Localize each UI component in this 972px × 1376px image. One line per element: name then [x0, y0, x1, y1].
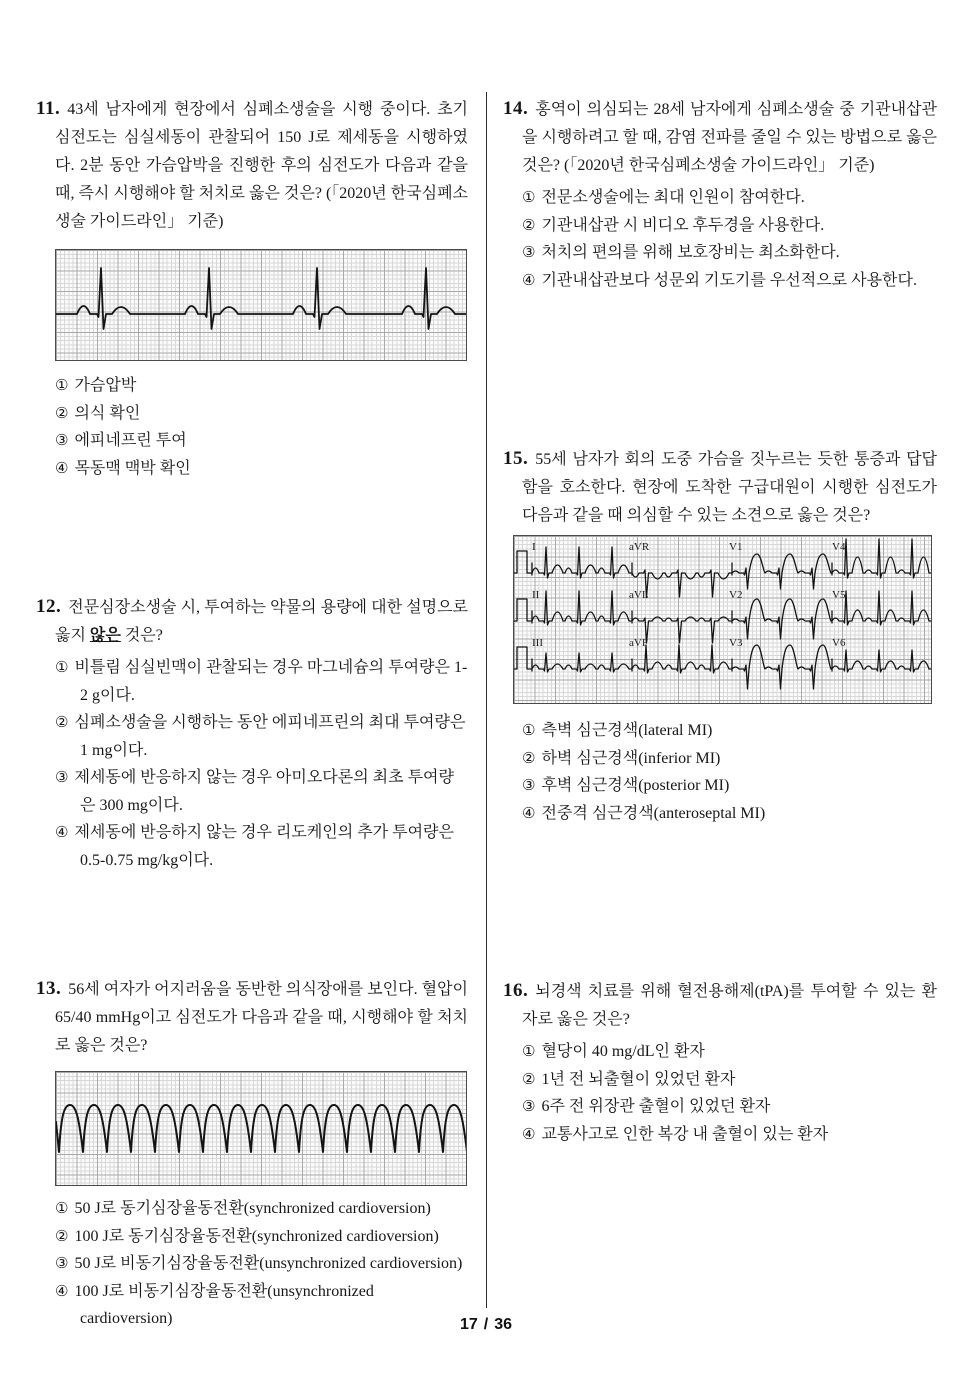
- option-marker: ②: [55, 403, 69, 422]
- lead-label-II: II: [532, 589, 540, 601]
- question-11: [36, 95, 468, 482]
- option-marker: ④: [55, 823, 69, 841]
- column-divider: [486, 92, 487, 1308]
- option-marker: ③: [522, 776, 536, 794]
- lead-label-I: I: [532, 541, 536, 553]
- option-text: 후벽 심근경색(posterior MI): [541, 777, 730, 794]
- question-15-number: 15.: [503, 448, 529, 469]
- ecg-strip-ventricular-tachycardia: [55, 1071, 467, 1186]
- question-13-body: 56세 여자가 어지러움을 동반한 의식장애를 보인다. 혈압이 65/40 mmHg이고 심전도가 다음과 같을 때, 시행해야 할 처치로 옳은 것은?: [55, 981, 468, 1054]
- question-14-options: [503, 184, 937, 294]
- option-text: 전중격 심근경색(anteroseptal MI): [541, 804, 766, 822]
- option-text: 100 J로 동기심장율동전환(synchronized cardioversion): [74, 1227, 439, 1245]
- question-16-number: 16.: [503, 980, 529, 1001]
- question-13-options: [36, 1195, 468, 1333]
- option-16-2: [503, 1066, 937, 1094]
- lead-label-V5: V5: [832, 589, 846, 601]
- lead-label-aVF: aVF: [629, 637, 648, 649]
- option-15-2: [503, 745, 937, 773]
- option-11-1: [36, 372, 468, 400]
- option-marker: ②: [55, 1226, 69, 1245]
- ecg-strip-organized-rhythm: [55, 249, 467, 361]
- question-12-options: [36, 654, 468, 874]
- option-16-4: [503, 1121, 937, 1149]
- question-15-text: [503, 445, 937, 530]
- question-15: [503, 445, 937, 827]
- option-marker: ①: [55, 1199, 69, 1217]
- option-11-3: [36, 427, 468, 455]
- option-marker: ④: [522, 803, 536, 822]
- question-15-options: [503, 717, 937, 827]
- option-text: 6주 전 위장관 출혈이 있었던 환자: [541, 1098, 771, 1115]
- question-16-body: 뇌경색 치료를 위해 혈전용해제(tPA)를 투여할 수 있는 환자로 옳은 것은?: [522, 983, 937, 1028]
- lead-label-V3: V3: [729, 637, 743, 649]
- option-12-4: [36, 819, 468, 874]
- lead-label-aVL: aVL: [629, 589, 649, 601]
- option-16-3: [503, 1093, 937, 1121]
- option-text: 기관내삽관보다 성문외 기도기를 우선적으로 사용한다.: [541, 271, 917, 289]
- option-marker: ④: [522, 1124, 536, 1143]
- option-12-1: [36, 654, 468, 709]
- question-12-number: 12.: [36, 596, 62, 617]
- option-15-3: [503, 772, 937, 800]
- question-11-text: [36, 95, 468, 236]
- option-text: 처치의 편의를 위해 보호장비는 최소화한다.: [541, 244, 840, 261]
- option-marker: ③: [522, 243, 536, 261]
- question-12-body-emphasis: 않은: [89, 627, 121, 644]
- ecg-strip-organized-rhythm-trace: [56, 250, 466, 360]
- question-16: [503, 977, 937, 1148]
- option-text: 비틀림 심실빈맥이 관찰되는 경우 마그네슘의 투여량은 1-2 g이다.: [74, 659, 468, 704]
- question-16-options: [503, 1038, 937, 1148]
- option-14-1: [503, 184, 937, 212]
- question-14: [503, 95, 937, 294]
- option-text: 제세동에 반응하지 않는 경우 리도케인의 추가 투여량은 0.5-0.75 mg/kg이다.: [74, 824, 454, 869]
- question-12-body-post: 것은?: [120, 627, 163, 644]
- ecg-12-lead-trace: [514, 536, 931, 703]
- option-text: 에피네프린 투여: [74, 432, 187, 449]
- option-12-3: [36, 764, 468, 819]
- option-marker: ①: [522, 1042, 536, 1060]
- lead-label-III: III: [532, 637, 543, 649]
- lead-label-aVR: aVR: [629, 541, 650, 553]
- page-separator: /: [483, 1316, 489, 1333]
- option-marker: ④: [522, 270, 536, 289]
- option-marker: ④: [55, 1281, 69, 1300]
- question-14-number: 14.: [503, 98, 529, 119]
- lead-label-V2: V2: [729, 589, 743, 601]
- option-marker: ②: [522, 215, 536, 234]
- option-text: 의식 확인: [74, 404, 141, 422]
- question-11-body: 43세 남자에게 현장에서 심폐소생술을 시행 중이다. 초기 심전도는 심실세동이 관찰되어 150 J로 제세동을 시행하였다. 2분 동안 가슴압박을 진행한 후의 심전도가 다음과 같을 때, 즉시 시행해야 할 처치로 옳은 것은? (「2020년 한국심폐소생술 가이드라인」 기준): [55, 101, 469, 230]
- option-text: 교통사고로 인한 복강 내 출혈이 있는 환자: [541, 1125, 829, 1143]
- page-total: 36: [494, 1316, 513, 1333]
- ecg-12-lead: [513, 535, 932, 704]
- question-13: [36, 975, 468, 1333]
- option-text: 제세동에 반응하지 않는 경우 아미오다론의 최초 투여량은 300 mg이다.: [74, 769, 454, 814]
- option-text: 50 J로 동기심장율동전환(synchronized cardioversion): [74, 1200, 431, 1217]
- page-current: 17: [459, 1316, 478, 1333]
- option-text: 100 J로 비동기심장율동전환(unsynchronized cardioversion): [74, 1282, 374, 1327]
- lead-label-V6: V6: [832, 637, 846, 649]
- option-15-1: [503, 717, 937, 745]
- option-text: 하벽 심근경색(inferior MI): [541, 749, 721, 767]
- option-text: 50 J로 비동기심장율동전환(unsynchronized cardioversion): [74, 1255, 463, 1272]
- option-13-2: [36, 1223, 468, 1251]
- question-13-text: [36, 975, 468, 1060]
- option-15-4: [503, 800, 937, 828]
- option-14-3: [503, 239, 937, 267]
- option-marker: ③: [55, 1254, 69, 1272]
- question-12-body-pre: 전문심장소생술 시, 투여하는 약물의 용량에 대한 설명으로 옳지: [55, 599, 468, 644]
- option-marker: ③: [55, 768, 69, 786]
- ecg-strip-vt-trace: [56, 1072, 466, 1185]
- option-marker: ①: [522, 721, 536, 739]
- question-12-text: [36, 593, 468, 650]
- option-16-1: [503, 1038, 937, 1066]
- option-marker: ④: [55, 458, 69, 477]
- option-marker: ①: [55, 658, 69, 676]
- option-13-3: [36, 1250, 468, 1278]
- option-text: 1년 전 뇌출혈이 있었던 환자: [541, 1070, 736, 1088]
- question-14-body: 홍역이 의심되는 28세 남자에게 심폐소생술 중 기관내삽관을 시행하려고 할 때, 감염 전파를 줄일 수 있는 방법으로 옳은 것은? (「2020년 한국심폐소생술 가이드라인」 기준): [522, 101, 937, 174]
- option-text: 혈당이 40 mg/dL인 환자: [541, 1043, 705, 1060]
- question-11-options: [36, 372, 468, 482]
- option-text: 목동맥 맥박 확인: [74, 459, 191, 477]
- page-number: [0, 1316, 972, 1334]
- option-13-1: [36, 1195, 468, 1223]
- option-14-4: [503, 267, 937, 295]
- question-16-text: [503, 977, 937, 1034]
- option-11-2: [36, 400, 468, 428]
- option-marker: ②: [522, 748, 536, 767]
- option-text: 전문소생술에는 최대 인원이 참여한다.: [541, 189, 805, 206]
- lead-label-V1: V1: [729, 541, 743, 553]
- question-11-number: 11.: [36, 98, 61, 119]
- option-marker: ①: [55, 376, 69, 394]
- option-marker: ②: [522, 1069, 536, 1088]
- option-11-4: [36, 455, 468, 483]
- option-marker: ③: [522, 1097, 536, 1115]
- option-text: 기관내삽관 시 비디오 후두경을 사용한다.: [541, 216, 825, 234]
- question-13-number: 13.: [36, 978, 62, 999]
- lead-label-V4: V4: [832, 541, 846, 553]
- question-14-text: [503, 95, 937, 180]
- question-12: [36, 593, 468, 874]
- option-text: 심폐소생술을 시행하는 동안 에피네프린의 최대 투여량은 1 mg이다.: [74, 714, 466, 759]
- option-text: 측벽 심근경색(lateral MI): [541, 722, 713, 739]
- option-marker: ①: [522, 188, 536, 206]
- option-marker: ③: [55, 431, 69, 449]
- option-marker: ②: [55, 713, 69, 731]
- question-15-body: 55세 남자가 회의 도중 가슴을 짓누르는 듯한 통증과 답답함을 호소한다. 현장에 도착한 구급대원이 시행한 심전도가 다음과 같을 때 의심할 수 있는 소견으로 옳은 것은?: [522, 451, 937, 524]
- option-14-2: [503, 212, 937, 240]
- option-text: 가슴압박: [74, 377, 137, 394]
- option-12-2: [36, 709, 468, 764]
